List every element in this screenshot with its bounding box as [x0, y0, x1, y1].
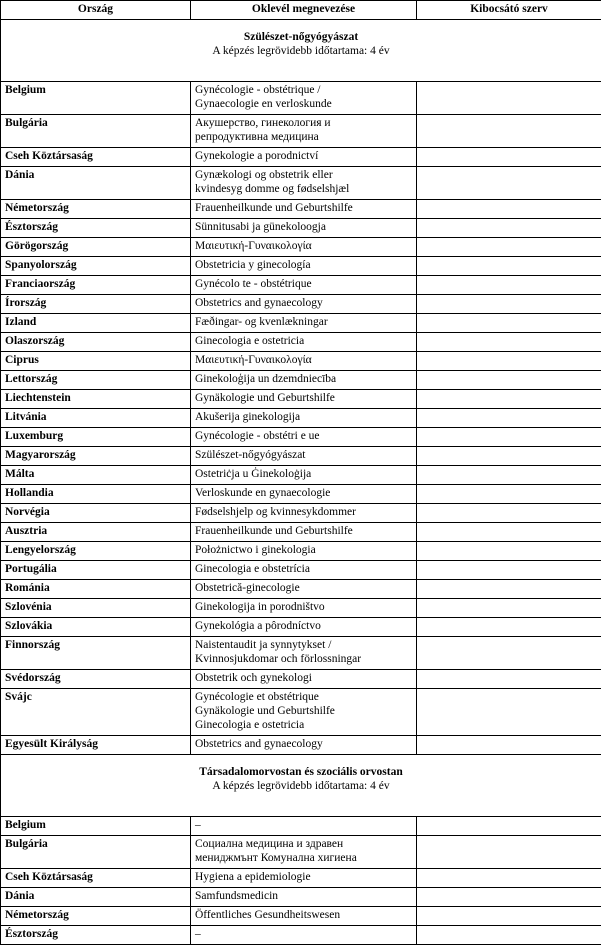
section-title: Szülészet-nőgyógyászat [5, 30, 597, 44]
table-row [1, 888, 601, 907]
diploma-name-cell [191, 409, 417, 428]
diploma-name-line: Gynekológia a pôrodníctvo [195, 619, 412, 633]
country-cell: Magyarország [1, 447, 191, 466]
diploma-name-cell [191, 836, 417, 869]
diploma-name-cell [191, 167, 417, 200]
table-row [1, 352, 601, 371]
diploma-name-cell [191, 888, 417, 907]
diploma-name-line: Μαιευτική-Γυναικολογία [195, 353, 412, 367]
diploma-name-line: Gynekologie a porodnictví [195, 149, 412, 163]
diploma-name-cell [191, 599, 417, 618]
table-row [1, 504, 601, 523]
country-cell: Bulgária [1, 836, 191, 869]
section-header-cell [1, 755, 601, 817]
table-row [1, 561, 601, 580]
country-cell: Liechtenstein [1, 390, 191, 409]
issuer-cell [417, 561, 601, 580]
table-row [1, 238, 601, 257]
diploma-name-line: Ginekologija in porodništvo [195, 600, 412, 614]
table-row [1, 409, 601, 428]
diploma-name-line: Ginecologia e obstetrícia [195, 562, 412, 576]
diploma-name-cell [191, 82, 417, 115]
table-row [1, 836, 601, 869]
issuer-cell [417, 736, 601, 755]
issuer-cell [417, 314, 601, 333]
diploma-name-cell [191, 115, 417, 148]
diploma-name-cell [191, 637, 417, 670]
diploma-name-line: – [195, 818, 412, 832]
issuer-cell [417, 580, 601, 599]
diploma-name-line: мениджмънт Комунална хигиена [195, 851, 412, 865]
country-cell: Lengyelország [1, 542, 191, 561]
table-row [1, 523, 601, 542]
table-row [1, 333, 601, 352]
country-cell: Ciprus [1, 352, 191, 371]
diploma-name-line: Ostetriċja u Ġinekoloġija [195, 467, 412, 481]
country-cell: Litvánia [1, 409, 191, 428]
country-cell: Észtország [1, 219, 191, 238]
table-row [1, 580, 601, 599]
diploma-name-line: Verloskunde en gynaecologie [195, 486, 412, 500]
diploma-name-line: Szülészet-nőgyógyászat [195, 448, 412, 462]
country-cell: Belgium [1, 82, 191, 115]
issuer-cell [417, 238, 601, 257]
diploma-name-line: Położnictwo i ginekologia [195, 543, 412, 557]
issuer-cell [417, 637, 601, 670]
diploma-name-cell [191, 542, 417, 561]
diploma-name-cell [191, 333, 417, 352]
country-cell: Németország [1, 200, 191, 219]
diploma-name-line: Ginecologia e ostetricia [195, 718, 412, 732]
table-row [1, 82, 601, 115]
table-body [1, 20, 601, 945]
diploma-name-cell [191, 907, 417, 926]
country-cell: Cseh Köztársaság [1, 148, 191, 167]
country-cell: Észtország [1, 926, 191, 945]
issuer-cell [417, 504, 601, 523]
country-cell: Egyesült Királyság [1, 736, 191, 755]
country-cell: Belgium [1, 817, 191, 836]
diploma-name-line: – [195, 927, 412, 941]
issuer-cell [417, 466, 601, 485]
diploma-name-line: Obstetrics and gynaecology [195, 737, 412, 751]
diploma-name-cell [191, 390, 417, 409]
header-issuer: Kibocsátó szerv [417, 1, 601, 20]
country-cell: Svédország [1, 670, 191, 689]
issuer-cell [417, 352, 601, 371]
diploma-name-cell [191, 618, 417, 637]
country-cell: Svájc [1, 689, 191, 736]
table-row [1, 219, 601, 238]
issuer-cell [417, 447, 601, 466]
issuer-cell [417, 907, 601, 926]
section-title: Társadalomorvostan és szociális orvostan [5, 765, 597, 779]
diploma-name-line: Hygiena a epidemiologie [195, 870, 412, 884]
issuer-cell [417, 333, 601, 352]
table-row [1, 390, 601, 409]
diploma-name-cell [191, 504, 417, 523]
diploma-name-line: Fæðingar- og kvenlækningar [195, 315, 412, 329]
table-row [1, 115, 601, 148]
header-diploma-name: Oklevél megnevezése [191, 1, 417, 20]
diploma-name-line: Obstetrik och gynekologi [195, 671, 412, 685]
diploma-name-line: Ginekoloģija un dzemdniecība [195, 372, 412, 386]
diploma-name-line: Naistentaudit ja synnytykset / [195, 638, 412, 652]
diploma-name-cell [191, 276, 417, 295]
issuer-cell [417, 276, 601, 295]
diploma-name-cell [191, 257, 417, 276]
table-row [1, 670, 601, 689]
diploma-name-line: Gynécolo te - obstétrique [195, 277, 412, 291]
table-row [1, 428, 601, 447]
country-cell: Norvégia [1, 504, 191, 523]
issuer-cell [417, 148, 601, 167]
diploma-name-cell [191, 736, 417, 755]
diploma-name-cell [191, 580, 417, 599]
table-row [1, 689, 601, 736]
diploma-name-line: kvindesyg domme og fødselshjæl [195, 182, 412, 196]
issuer-cell [417, 371, 601, 390]
country-cell: Finnország [1, 637, 191, 670]
issuer-cell [417, 485, 601, 504]
table-row [1, 447, 601, 466]
diploma-name-cell [191, 428, 417, 447]
country-cell: Bulgária [1, 115, 191, 148]
table-row [1, 314, 601, 333]
diploma-name-cell [191, 523, 417, 542]
diploma-name-line: Gynäkologie und Geburtshilfe [195, 704, 412, 718]
country-cell: Szlovénia [1, 599, 191, 618]
diploma-name-line: Ginecologia e ostetricia [195, 334, 412, 348]
table-row [1, 295, 601, 314]
diploma-name-cell [191, 561, 417, 580]
issuer-cell [417, 599, 601, 618]
diploma-name-line: Gynækologi og obstetrik eller [195, 168, 412, 182]
table-row [1, 485, 601, 504]
diploma-name-cell [191, 371, 417, 390]
table-row [1, 200, 601, 219]
header-row [1, 1, 601, 20]
diploma-name-line: Gynaecologie en verloskunde [195, 97, 412, 111]
country-cell: Portugália [1, 561, 191, 580]
diploma-name-line: Obstetrică-ginecologie [195, 581, 412, 595]
diploma-name-line: Sünnitusabi ja günekoloogja [195, 220, 412, 234]
table-row [1, 618, 601, 637]
diploma-name-line: Obstetricia y ginecología [195, 258, 412, 272]
issuer-cell [417, 115, 601, 148]
country-cell: Spanyolország [1, 257, 191, 276]
issuer-cell [417, 390, 601, 409]
diploma-name-line: Frauenheilkunde und Geburtshilfe [195, 201, 412, 215]
country-cell: Dánia [1, 167, 191, 200]
table-row [1, 736, 601, 755]
section-header [1, 20, 601, 82]
diploma-name-cell [191, 869, 417, 888]
issuer-cell [417, 82, 601, 115]
table-row [1, 148, 601, 167]
country-cell: Franciaország [1, 276, 191, 295]
diploma-name-cell [191, 219, 417, 238]
issuer-cell [417, 888, 601, 907]
issuer-cell [417, 200, 601, 219]
issuer-cell [417, 689, 601, 736]
issuer-cell [417, 836, 601, 869]
issuer-cell [417, 257, 601, 276]
country-cell: Románia [1, 580, 191, 599]
diploma-name-line: Samfundsmedicin [195, 889, 412, 903]
country-cell: Szlovákia [1, 618, 191, 637]
diploma-name-line: Акушерство, гинекология и [195, 116, 412, 130]
country-cell: Németország [1, 907, 191, 926]
issuer-cell [417, 295, 601, 314]
section-header-cell [1, 20, 601, 82]
section-header [1, 755, 601, 817]
table-row [1, 466, 601, 485]
section-duration: A képzés legrövidebb időtartama: 4 év [5, 44, 597, 58]
table-row [1, 276, 601, 295]
diploma-name-line: Fødselshjelp og kvinnesykdommer [195, 505, 412, 519]
table-row [1, 869, 601, 888]
header-country: Ország [1, 1, 191, 20]
country-cell: Luxemburg [1, 428, 191, 447]
diploma-name-line: Gynécologie et obstétrique [195, 690, 412, 704]
table-row [1, 817, 601, 836]
issuer-cell [417, 428, 601, 447]
issuer-cell [417, 167, 601, 200]
diploma-name-line: репродуктивна медицина [195, 130, 412, 144]
country-cell: Hollandia [1, 485, 191, 504]
issuer-cell [417, 523, 601, 542]
diploma-name-cell [191, 485, 417, 504]
section-duration: A képzés legrövidebb időtartama: 4 év [5, 779, 597, 793]
diploma-name-line: Kvinnosjukdomar och förlossningar [195, 652, 412, 666]
issuer-cell [417, 817, 601, 836]
diploma-name-cell [191, 314, 417, 333]
issuer-cell [417, 219, 601, 238]
country-cell: Olaszország [1, 333, 191, 352]
diploma-name-cell [191, 689, 417, 736]
country-cell: Görögország [1, 238, 191, 257]
diploma-name-cell [191, 447, 417, 466]
issuer-cell [417, 670, 601, 689]
diploma-name-line: Gynécologie - obstétrique / [195, 83, 412, 97]
diploma-name-cell [191, 670, 417, 689]
table-row [1, 637, 601, 670]
country-cell: Írország [1, 295, 191, 314]
table-row [1, 907, 601, 926]
diploma-name-line: Obstetrics and gynaecology [195, 296, 412, 310]
issuer-cell [417, 409, 601, 428]
table-row [1, 257, 601, 276]
diploma-name-cell [191, 295, 417, 314]
diploma-name-line: Μαιευτική-Γυναικολογία [195, 239, 412, 253]
diploma-name-cell [191, 200, 417, 219]
country-cell: Dánia [1, 888, 191, 907]
diploma-name-line: Öffentliches Gesundheitswesen [195, 908, 412, 922]
issuer-cell [417, 869, 601, 888]
diploma-name-line: Социална медицина и здравен [195, 837, 412, 851]
table-row [1, 542, 601, 561]
diploma-name-line: Frauenheilkunde und Geburtshilfe [195, 524, 412, 538]
diploma-name-line: Gynécologie - obstétri e ue [195, 429, 412, 443]
table-row [1, 926, 601, 945]
diploma-name-cell [191, 926, 417, 945]
diploma-name-cell [191, 148, 417, 167]
table-row [1, 167, 601, 200]
country-cell: Málta [1, 466, 191, 485]
diploma-name-cell [191, 238, 417, 257]
table-row [1, 599, 601, 618]
issuer-cell [417, 618, 601, 637]
country-cell: Lettország [1, 371, 191, 390]
country-cell: Ausztria [1, 523, 191, 542]
diploma-name-cell [191, 466, 417, 485]
table-row [1, 371, 601, 390]
country-cell: Izland [1, 314, 191, 333]
diploma-name-line: Akušerija ginekologija [195, 410, 412, 424]
diploma-name-cell [191, 817, 417, 836]
diploma-name-cell [191, 352, 417, 371]
issuer-cell [417, 926, 601, 945]
country-cell: Cseh Köztársaság [1, 869, 191, 888]
issuer-cell [417, 542, 601, 561]
diploma-name-line: Gynäkologie und Geburtshilfe [195, 391, 412, 405]
